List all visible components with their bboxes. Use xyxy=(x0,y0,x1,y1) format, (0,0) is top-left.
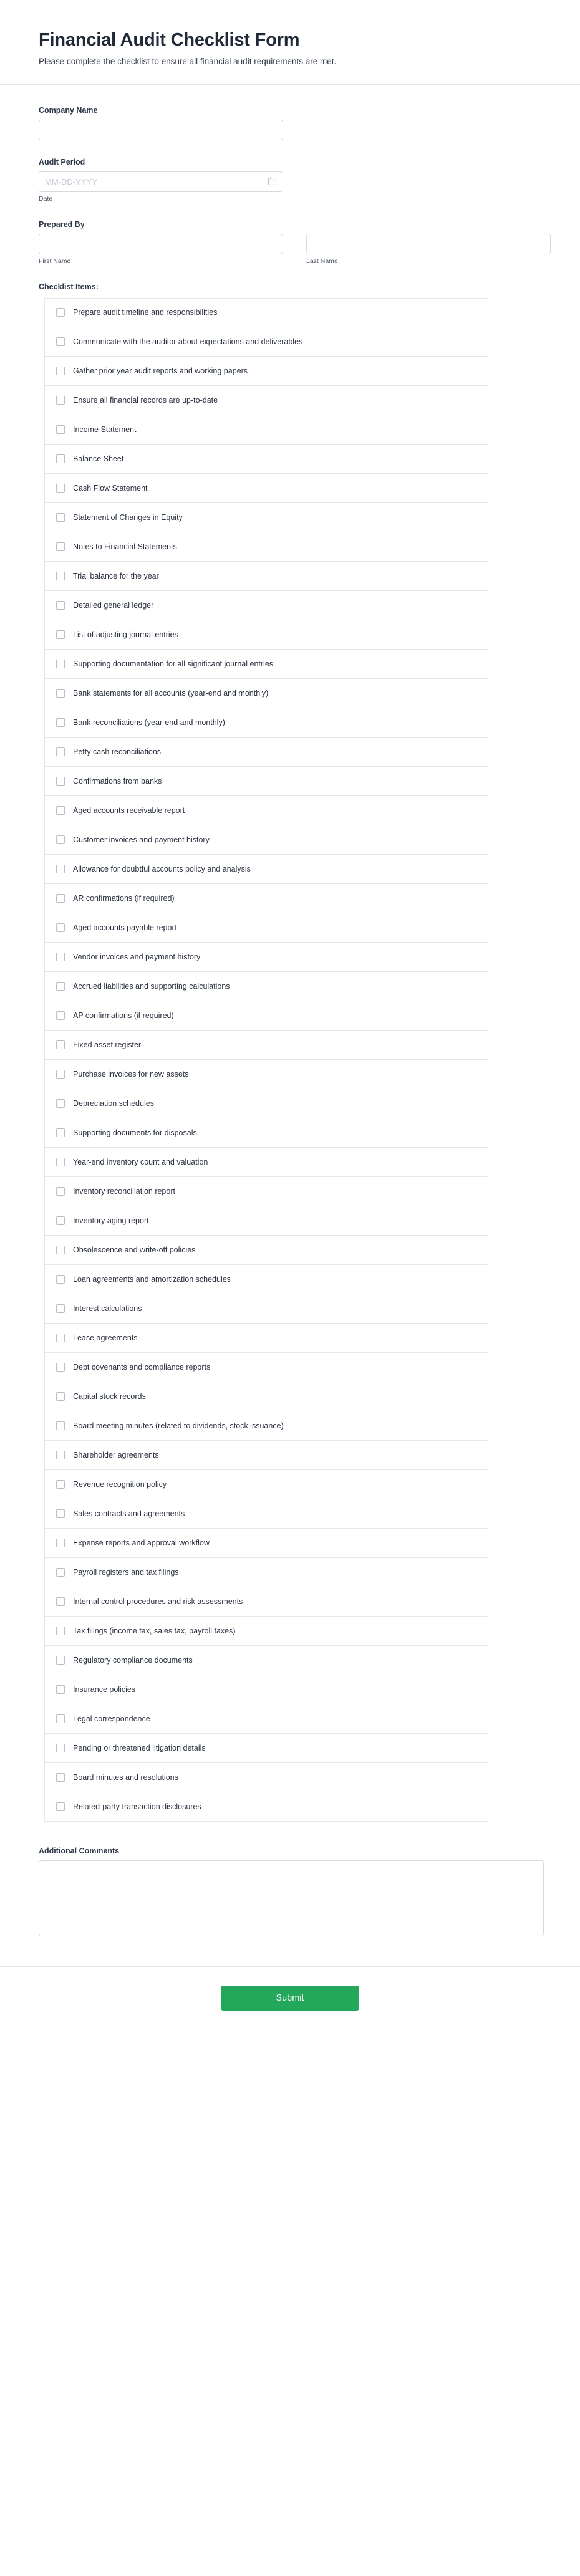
checkbox-icon[interactable] xyxy=(56,601,65,610)
checklist-item-label: Vendor invoices and payment history xyxy=(73,952,201,961)
checklist-row[interactable] xyxy=(44,562,488,591)
checklist-item-label: Insurance policies xyxy=(73,1684,136,1694)
checklist-row[interactable] xyxy=(44,943,488,972)
checklist-item-label: Year-end inventory count and valuation xyxy=(73,1157,208,1166)
checklist-row[interactable] xyxy=(44,884,488,913)
checkbox-icon[interactable] xyxy=(56,396,65,405)
checkbox-icon[interactable] xyxy=(56,894,65,903)
checkbox-icon[interactable] xyxy=(56,1421,65,1430)
checklist-item-label: Lease agreements xyxy=(73,1333,138,1342)
checklist-row[interactable] xyxy=(44,357,488,386)
checklist-row[interactable] xyxy=(44,1001,488,1031)
checklist-item-label: Aged accounts receivable report xyxy=(73,805,185,815)
checkbox-icon[interactable] xyxy=(56,1070,65,1079)
checkbox-icon[interactable] xyxy=(56,542,65,551)
first-name-sub-label: First Name xyxy=(39,257,71,265)
checklist-item-label: Bank reconciliations (year-end and monthly) xyxy=(73,718,225,727)
checklist-row[interactable] xyxy=(44,1704,488,1734)
submit-button[interactable]: Submit xyxy=(221,1986,359,2011)
last-name-input[interactable] xyxy=(306,234,551,254)
checklist-item-label: Sales contracts and agreements xyxy=(73,1509,185,1518)
checkbox-icon[interactable] xyxy=(56,572,65,580)
checklist-item-label: Ensure all financial records are up-to-date xyxy=(73,395,218,405)
checklist-item-label: Fixed asset register xyxy=(73,1040,142,1049)
checkbox-icon[interactable] xyxy=(56,1656,65,1665)
checklist-row[interactable] xyxy=(44,1265,488,1294)
checkbox-icon[interactable] xyxy=(56,865,65,873)
checklist-item-label: Petty cash reconciliations xyxy=(73,747,162,756)
checkbox-icon[interactable] xyxy=(56,1187,65,1196)
checkbox-icon[interactable] xyxy=(56,923,65,932)
audit-period-field-block xyxy=(39,158,541,203)
checklist-row[interactable] xyxy=(44,796,488,825)
checkbox-icon[interactable] xyxy=(56,1685,65,1694)
checklist-item-label: Supporting documentation for all significant journal entries xyxy=(73,659,274,668)
prepared-by-label: Prepared By xyxy=(39,219,85,229)
checkbox-icon[interactable] xyxy=(56,454,65,463)
checklist-label: Checklist Items: xyxy=(39,282,99,291)
checkbox-icon[interactable] xyxy=(56,1275,65,1284)
checklist-row[interactable] xyxy=(44,1177,488,1206)
checkbox-icon[interactable] xyxy=(56,513,65,522)
checklist-item-label: Allowance for doubtful accounts policy and analysis xyxy=(73,864,251,873)
audit-period-date-input[interactable] xyxy=(39,171,283,192)
checklist-row[interactable] xyxy=(44,445,488,474)
checkbox-icon[interactable] xyxy=(56,1099,65,1108)
checklist-item-label: Regulatory compliance documents xyxy=(73,1655,193,1665)
checklist-row[interactable] xyxy=(44,650,488,679)
checklist-item-label: Tax filings (income tax, sales tax, payroll taxes) xyxy=(73,1626,236,1635)
checklist-row[interactable] xyxy=(44,591,488,620)
checklist-item-label: List of adjusting journal entries xyxy=(73,630,178,639)
checkbox-icon[interactable] xyxy=(56,1597,65,1606)
checklist-row[interactable] xyxy=(44,1411,488,1441)
checklist-item-label: Inventory aging report xyxy=(73,1216,149,1225)
checkbox-icon[interactable] xyxy=(56,1246,65,1254)
checklist-row[interactable] xyxy=(44,1499,488,1529)
checklist-row[interactable] xyxy=(44,1734,488,1763)
checkbox-icon[interactable] xyxy=(56,1304,65,1313)
checklist-item-label: Loan agreements and amortization schedules xyxy=(73,1274,231,1284)
checklist-row[interactable] xyxy=(44,1558,488,1587)
checkbox-icon[interactable] xyxy=(56,689,65,698)
checklist-item-label: Board minutes and resolutions xyxy=(73,1772,178,1782)
checklist-row[interactable] xyxy=(44,1060,488,1089)
checklist-item-label: Capital stock records xyxy=(73,1391,146,1401)
checklist-row[interactable] xyxy=(44,1617,488,1646)
checklist-row[interactable] xyxy=(44,1031,488,1060)
checklist-row[interactable] xyxy=(44,825,488,855)
audit-period-input-wrapper xyxy=(39,171,283,192)
checkbox-icon[interactable] xyxy=(56,1392,65,1401)
checklist-item-label: Accrued liabilities and supporting calculations xyxy=(73,981,230,991)
checklist-item-label: Payroll registers and tax filings xyxy=(73,1567,179,1577)
checkbox-icon[interactable] xyxy=(56,1216,65,1225)
checklist-item-label: Debt covenants and compliance reports xyxy=(73,1362,211,1372)
checklist-item-label: Income Statement xyxy=(73,425,137,434)
checklist-item-label: Communicate with the auditor about expectations and deliverables xyxy=(73,337,303,346)
checkbox-icon[interactable] xyxy=(56,835,65,844)
checkbox-icon[interactable] xyxy=(56,1744,65,1752)
checklist-row[interactable] xyxy=(44,1587,488,1617)
checklist-row[interactable] xyxy=(44,767,488,796)
checklist-row[interactable] xyxy=(44,532,488,562)
company-name-field-block xyxy=(39,106,541,140)
checklist-row[interactable] xyxy=(44,298,488,327)
checklist-item-label: Statement of Changes in Equity xyxy=(73,512,183,522)
checklist-item-label: Pending or threatened litigation details xyxy=(73,1743,206,1752)
checklist-row[interactable] xyxy=(44,1646,488,1675)
last-name-column xyxy=(306,234,551,265)
checklist-item-label: Notes to Financial Statements xyxy=(73,542,177,551)
checklist-row[interactable] xyxy=(44,1675,488,1704)
checklist-item-label: Trial balance for the year xyxy=(73,571,159,580)
checkbox-icon[interactable] xyxy=(56,1334,65,1342)
checklist-item-label: Balance Sheet xyxy=(73,454,124,463)
checklist-row[interactable] xyxy=(44,738,488,767)
checklist-item-label: Supporting documents for disposals xyxy=(73,1128,197,1137)
checklist-row[interactable] xyxy=(44,620,488,650)
checkbox-icon[interactable] xyxy=(56,337,65,346)
checklist-item-label: Internal control procedures and risk assessments xyxy=(73,1597,243,1606)
checklist-item-label: Cash Flow Statement xyxy=(73,483,148,493)
checklist-item-label: Inventory reconciliation report xyxy=(73,1186,175,1196)
checkbox-icon[interactable] xyxy=(56,1480,65,1489)
checklist-row[interactable] xyxy=(44,503,488,532)
checklist-row[interactable] xyxy=(44,1236,488,1265)
checklist-row[interactable] xyxy=(44,708,488,738)
checkbox-icon[interactable] xyxy=(56,1451,65,1459)
checkbox-icon[interactable] xyxy=(56,1128,65,1137)
checklist-row[interactable] xyxy=(44,415,488,445)
checklist-row[interactable] xyxy=(44,1206,488,1236)
checkbox-icon[interactable] xyxy=(56,630,65,639)
form-header xyxy=(0,0,580,85)
checklist-row[interactable] xyxy=(44,1441,488,1470)
checklist-field-block xyxy=(39,282,541,1822)
checkbox-icon[interactable] xyxy=(56,982,65,991)
checklist-item-label: Confirmations from banks xyxy=(73,776,162,786)
checklist-item-label: Shareholder agreements xyxy=(73,1450,159,1459)
form-footer xyxy=(0,1966,580,2035)
checkbox-icon[interactable] xyxy=(56,1568,65,1577)
checklist-row[interactable] xyxy=(44,1792,488,1822)
last-name-sub-label: Last Name xyxy=(306,257,338,265)
checkbox-icon[interactable] xyxy=(56,1539,65,1547)
checklist-row[interactable] xyxy=(44,386,488,415)
checklist-row[interactable] xyxy=(44,1089,488,1118)
checklist-item-label: AR confirmations (if required) xyxy=(73,893,175,903)
additional-comments-label: Additional Comments xyxy=(39,1846,120,1855)
checklist-row[interactable] xyxy=(44,1763,488,1792)
checkbox-icon[interactable] xyxy=(56,1802,65,1811)
checklist-row[interactable] xyxy=(44,1324,488,1353)
checklist-item-label: Detailed general ledger xyxy=(73,600,154,610)
company-name-label: Company Name xyxy=(39,105,98,115)
checklist-item-label: Interest calculations xyxy=(73,1304,142,1313)
checklist-item-label: Gather prior year audit reports and working papers xyxy=(73,366,248,375)
checklist-item-label: Obsolescence and write-off policies xyxy=(73,1245,196,1254)
checkbox-icon[interactable] xyxy=(56,806,65,815)
checklist-items-container xyxy=(44,298,488,1822)
checklist-item-label: Related-party transaction disclosures xyxy=(73,1802,201,1811)
checklist-item-label: Revenue recognition policy xyxy=(73,1479,167,1489)
checkbox-icon[interactable] xyxy=(56,660,65,668)
company-name-input[interactable] xyxy=(39,120,283,140)
checkbox-icon[interactable] xyxy=(56,718,65,727)
checklist-row[interactable] xyxy=(44,913,488,943)
checklist-item-label: AP confirmations (if required) xyxy=(73,1011,174,1020)
checklist-row[interactable] xyxy=(44,327,488,357)
checklist-item-label: Legal correspondence xyxy=(73,1714,150,1723)
checkbox-icon[interactable] xyxy=(56,484,65,493)
checklist-row[interactable] xyxy=(44,474,488,503)
checkbox-icon[interactable] xyxy=(56,1363,65,1372)
checkbox-icon[interactable] xyxy=(56,1627,65,1635)
checkbox-icon[interactable] xyxy=(56,747,65,756)
checklist-row[interactable] xyxy=(44,1148,488,1177)
checklist-row[interactable] xyxy=(44,679,488,708)
additional-comments-block xyxy=(39,1847,541,1936)
page-subtitle: Please complete the checklist to ensure all financial audit requirements are met. xyxy=(39,57,337,66)
checkbox-icon[interactable] xyxy=(56,1040,65,1049)
first-name-column xyxy=(39,234,283,265)
checklist-row[interactable] xyxy=(44,1470,488,1499)
additional-comments-textarea[interactable] xyxy=(39,1860,544,1936)
checklist-row[interactable] xyxy=(44,972,488,1001)
checklist-row[interactable] xyxy=(44,1529,488,1558)
checkbox-icon[interactable] xyxy=(56,953,65,961)
page-title: Financial Audit Checklist Form xyxy=(39,30,300,50)
checklist-item-label: Expense reports and approval workflow xyxy=(73,1538,210,1547)
checkbox-icon[interactable] xyxy=(56,1714,65,1723)
checklist-row[interactable] xyxy=(44,855,488,884)
checklist-row[interactable] xyxy=(44,1294,488,1324)
checkbox-icon[interactable] xyxy=(56,1158,65,1166)
checkbox-icon[interactable] xyxy=(56,1509,65,1518)
checklist-row[interactable] xyxy=(44,1353,488,1382)
prepared-by-field-block xyxy=(39,220,541,265)
checkbox-icon[interactable] xyxy=(56,777,65,786)
checklist-item-label: Board meeting minutes (related to dividends, stock issuance) xyxy=(73,1421,284,1430)
checkbox-icon[interactable] xyxy=(56,425,65,434)
checklist-item-label: Customer invoices and payment history xyxy=(73,835,210,844)
checklist-row[interactable] xyxy=(44,1382,488,1411)
first-name-input[interactable] xyxy=(39,234,283,254)
checklist-item-label: Purchase invoices for new assets xyxy=(73,1069,189,1079)
checklist-item-label: Prepare audit timeline and responsibilities xyxy=(73,308,218,317)
checkbox-icon[interactable] xyxy=(56,308,65,317)
checklist-item-label: Bank statements for all accounts (year-end and monthly) xyxy=(73,688,269,698)
form-body xyxy=(0,85,580,1936)
audit-period-label: Audit Period xyxy=(39,157,85,166)
audit-period-sub-label: Date xyxy=(39,195,53,203)
checkbox-icon[interactable] xyxy=(56,367,65,375)
checkbox-icon[interactable] xyxy=(56,1011,65,1020)
checkbox-icon[interactable] xyxy=(56,1773,65,1782)
checklist-item-label: Depreciation schedules xyxy=(73,1098,154,1108)
prepared-by-row xyxy=(39,234,541,265)
checklist-row[interactable] xyxy=(44,1118,488,1148)
checklist-item-label: Aged accounts payable report xyxy=(73,923,177,932)
